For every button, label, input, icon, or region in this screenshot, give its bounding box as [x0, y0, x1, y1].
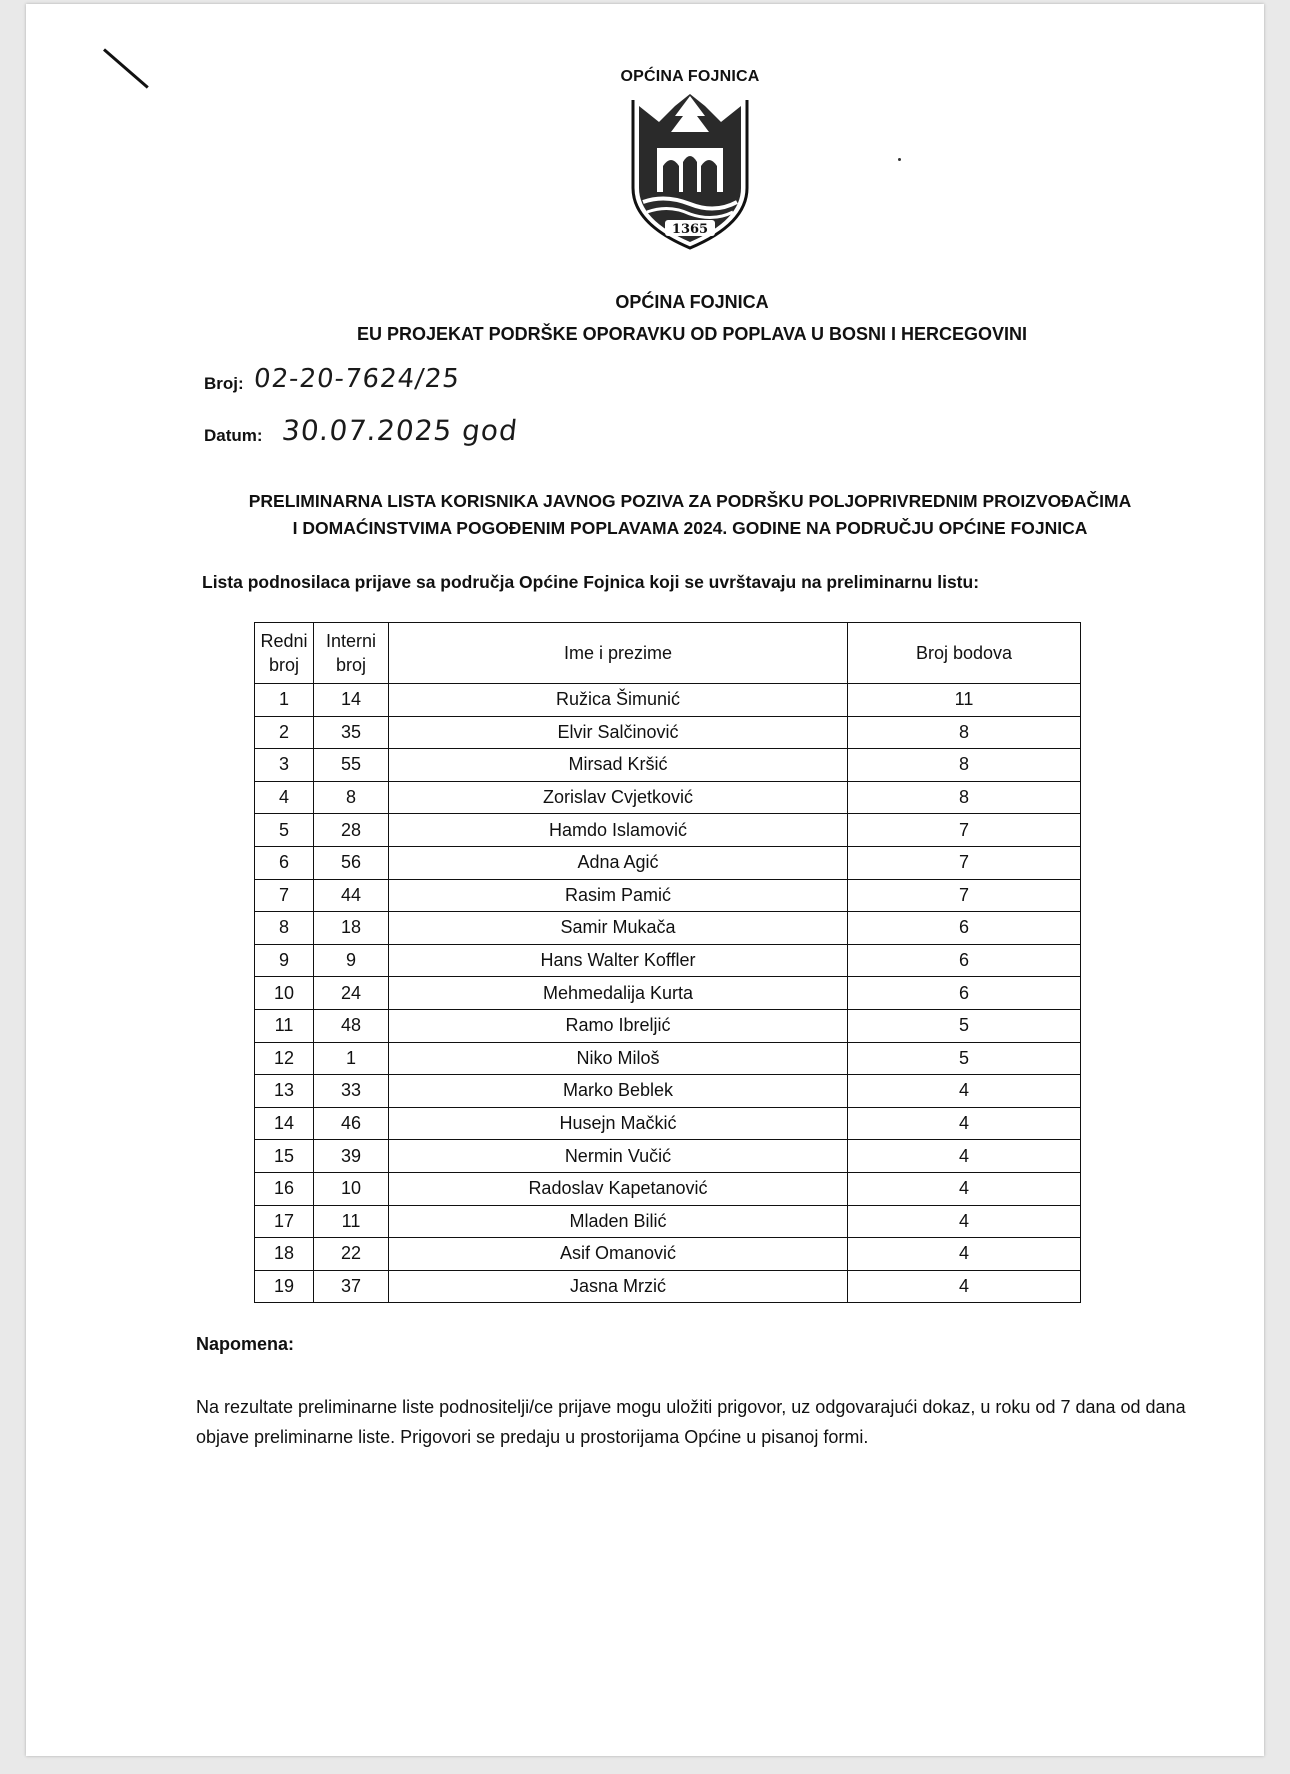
- cell-ime-prezime: Zorislav Cvjetković: [389, 781, 848, 814]
- header-ime-prezime: Ime i prezime: [389, 623, 848, 684]
- table-row: [255, 1107, 1081, 1140]
- table-row: [255, 1205, 1081, 1238]
- cell-ime-prezime: Ramo Ibreljić: [389, 1009, 848, 1042]
- cell-interni-broj: 37: [314, 1270, 389, 1303]
- cell-ime-prezime: Adna Agić: [389, 846, 848, 879]
- header-redni-line1: Redni: [260, 631, 308, 651]
- cell-ime-prezime: Asif Omanović: [389, 1238, 848, 1271]
- cell-ime-prezime: Hamdo Islamović: [389, 814, 848, 847]
- note-text: Na rezultate preliminarne liste podnositelji/ce prijave mogu uložiti prigovor, uz odgovarajući dokaz, u roku od 7 dana od dana objave preliminarne liste. Prigovori se predaju u prostorijama Općine u pisanoj formi.: [196, 1397, 1186, 1447]
- cell-interni-broj: 28: [314, 814, 389, 847]
- cell-redni-broj: 2: [255, 716, 314, 749]
- table-row: [255, 1075, 1081, 1108]
- table-row: [255, 846, 1081, 879]
- datum-label: Datum:: [204, 426, 263, 445]
- cell-ime-prezime: Mladen Bilić: [389, 1205, 848, 1238]
- header-redni-broj: [255, 623, 314, 684]
- header-redni-line2: broj: [268, 655, 299, 675]
- logo-year: 1365: [671, 222, 709, 237]
- table-header-row: [255, 623, 1081, 684]
- table-row: [255, 944, 1081, 977]
- table-row: [255, 912, 1081, 945]
- cell-broj-bodova: 7: [848, 814, 1081, 847]
- cell-interni-broj: 14: [314, 684, 389, 717]
- cell-interni-broj: 24: [314, 977, 389, 1010]
- cell-redni-broj: 7: [255, 879, 314, 912]
- beneficiary-table: [254, 622, 1081, 1303]
- cell-redni-broj: 13: [255, 1075, 314, 1108]
- cell-broj-bodova: 7: [848, 846, 1081, 879]
- cell-redni-broj: 14: [255, 1107, 314, 1140]
- table-row: [255, 1140, 1081, 1173]
- cell-broj-bodova: 4: [848, 1270, 1081, 1303]
- document-heading: [200, 488, 1180, 542]
- cell-ime-prezime: Rasim Pamić: [389, 879, 848, 912]
- header-interni-line2: broj: [335, 655, 366, 675]
- cell-redni-broj: 17: [255, 1205, 314, 1238]
- cell-broj-bodova: 8: [848, 781, 1081, 814]
- cell-ime-prezime: Hans Walter Koffler: [389, 944, 848, 977]
- cell-broj-bodova: 4: [848, 1140, 1081, 1173]
- heading-line-2: I DOMAĆINSTVIMA POGOĐENIM POPLAVAMA 2024. GODINE NA PODRUČJU OPĆINE FOJNICA: [292, 518, 1088, 538]
- cell-interni-broj: 9: [314, 944, 389, 977]
- table-row: [255, 1238, 1081, 1271]
- table-row: [255, 1172, 1081, 1205]
- cell-interni-broj: 56: [314, 846, 389, 879]
- cell-redni-broj: 6: [255, 846, 314, 879]
- cell-ime-prezime: Husejn Mačkić: [389, 1107, 848, 1140]
- table-row: [255, 716, 1081, 749]
- cell-broj-bodova: 6: [848, 944, 1081, 977]
- header-interni-line1: Interni: [325, 631, 377, 651]
- cell-interni-broj: 35: [314, 716, 389, 749]
- coat-of-arms-emblem: [625, 92, 755, 252]
- cell-redni-broj: 18: [255, 1238, 314, 1271]
- cell-interni-broj: 46: [314, 1107, 389, 1140]
- cell-ime-prezime: Radoslav Kapetanović: [389, 1172, 848, 1205]
- cell-broj-bodova: 4: [848, 1205, 1081, 1238]
- table-row: [255, 1270, 1081, 1303]
- cell-redni-broj: 8: [255, 912, 314, 945]
- table-row: [255, 749, 1081, 782]
- cell-interni-broj: 10: [314, 1172, 389, 1205]
- cell-ime-prezime: Mirsad Kršić: [389, 749, 848, 782]
- cell-broj-bodova: 6: [848, 912, 1081, 945]
- broj-label: Broj:: [204, 374, 244, 393]
- cell-broj-bodova: 4: [848, 1238, 1081, 1271]
- cell-redni-broj: 4: [255, 781, 314, 814]
- cell-redni-broj: 16: [255, 1172, 314, 1205]
- cell-broj-bodova: 8: [848, 716, 1081, 749]
- cell-ime-prezime: Marko Beblek: [389, 1075, 848, 1108]
- table-row: [255, 1009, 1081, 1042]
- cell-ime-prezime: Jasna Mrzić: [389, 1270, 848, 1303]
- logo-caption: OPĆINA FOJNICA: [620, 68, 760, 85]
- cell-broj-bodova: 6: [848, 977, 1081, 1010]
- heading-line-1: PRELIMINARNA LISTA KORISNIKA JAVNOG POZIVA ZA PODRŠKU POLJOPRIVREDNIM PROIZVOĐAČIMA: [248, 491, 1132, 511]
- cell-redni-broj: 19: [255, 1270, 314, 1303]
- cell-broj-bodova: 11: [848, 684, 1081, 717]
- cell-interni-broj: 39: [314, 1140, 389, 1173]
- cell-ime-prezime: Samir Mukača: [389, 912, 848, 945]
- cell-ime-prezime: Niko Miloš: [389, 1042, 848, 1075]
- cell-interni-broj: 55: [314, 749, 389, 782]
- cell-redni-broj: 3: [255, 749, 314, 782]
- cell-broj-bodova: 4: [848, 1075, 1081, 1108]
- cell-interni-broj: 48: [314, 1009, 389, 1042]
- cell-redni-broj: 10: [255, 977, 314, 1010]
- note-title: Napomena:: [196, 1334, 295, 1354]
- cell-redni-broj: 5: [255, 814, 314, 847]
- table-row: [255, 814, 1081, 847]
- cell-interni-broj: 22: [314, 1238, 389, 1271]
- cell-ime-prezime: Mehmedalija Kurta: [389, 977, 848, 1010]
- scan-speck: [898, 158, 901, 161]
- cell-ime-prezime: Nermin Vučić: [389, 1140, 848, 1173]
- cell-broj-bodova: 4: [848, 1107, 1081, 1140]
- cell-redni-broj: 12: [255, 1042, 314, 1075]
- table-row: [255, 977, 1081, 1010]
- cell-redni-broj: 11: [255, 1009, 314, 1042]
- header-broj-bodova: Broj bodova: [848, 623, 1081, 684]
- table-body: [255, 684, 1081, 1303]
- cell-broj-bodova: 8: [848, 749, 1081, 782]
- table-row: [255, 781, 1081, 814]
- org-title: OPĆINA FOJNICA: [615, 292, 769, 312]
- cell-interni-broj: 8: [314, 781, 389, 814]
- cell-ime-prezime: Elvir Salčinović: [389, 716, 848, 749]
- broj-handwritten-value: 02-20-7624/25: [252, 364, 462, 394]
- cell-broj-bodova: 5: [848, 1042, 1081, 1075]
- datum-handwritten-value: 30.07.2025 god: [280, 414, 520, 447]
- cell-interni-broj: 11: [314, 1205, 389, 1238]
- cell-broj-bodova: 5: [848, 1009, 1081, 1042]
- project-title: EU PROJEKAT PODRŠKE OPORAVKU OD POPLAVA U BOSNI I HERCEGOVINI: [356, 324, 1028, 344]
- table-row: [255, 684, 1081, 717]
- table-row: [255, 1042, 1081, 1075]
- cell-interni-broj: 44: [314, 879, 389, 912]
- cell-broj-bodova: 4: [848, 1172, 1081, 1205]
- cell-redni-broj: 9: [255, 944, 314, 977]
- cell-broj-bodova: 7: [848, 879, 1081, 912]
- cell-interni-broj: 18: [314, 912, 389, 945]
- intro-text: Lista podnosilaca prijave sa područja Općine Fojnica koji se uvrštavaju na preliminarnu listu:: [202, 572, 980, 592]
- header-interni-broj: [314, 623, 389, 684]
- municipality-logo: [590, 68, 790, 252]
- cell-ime-prezime: Ružica Šimunić: [389, 684, 848, 717]
- cell-interni-broj: 1: [314, 1042, 389, 1075]
- cell-redni-broj: 1: [255, 684, 314, 717]
- table-row: [255, 879, 1081, 912]
- cell-interni-broj: 33: [314, 1075, 389, 1108]
- cell-redni-broj: 15: [255, 1140, 314, 1173]
